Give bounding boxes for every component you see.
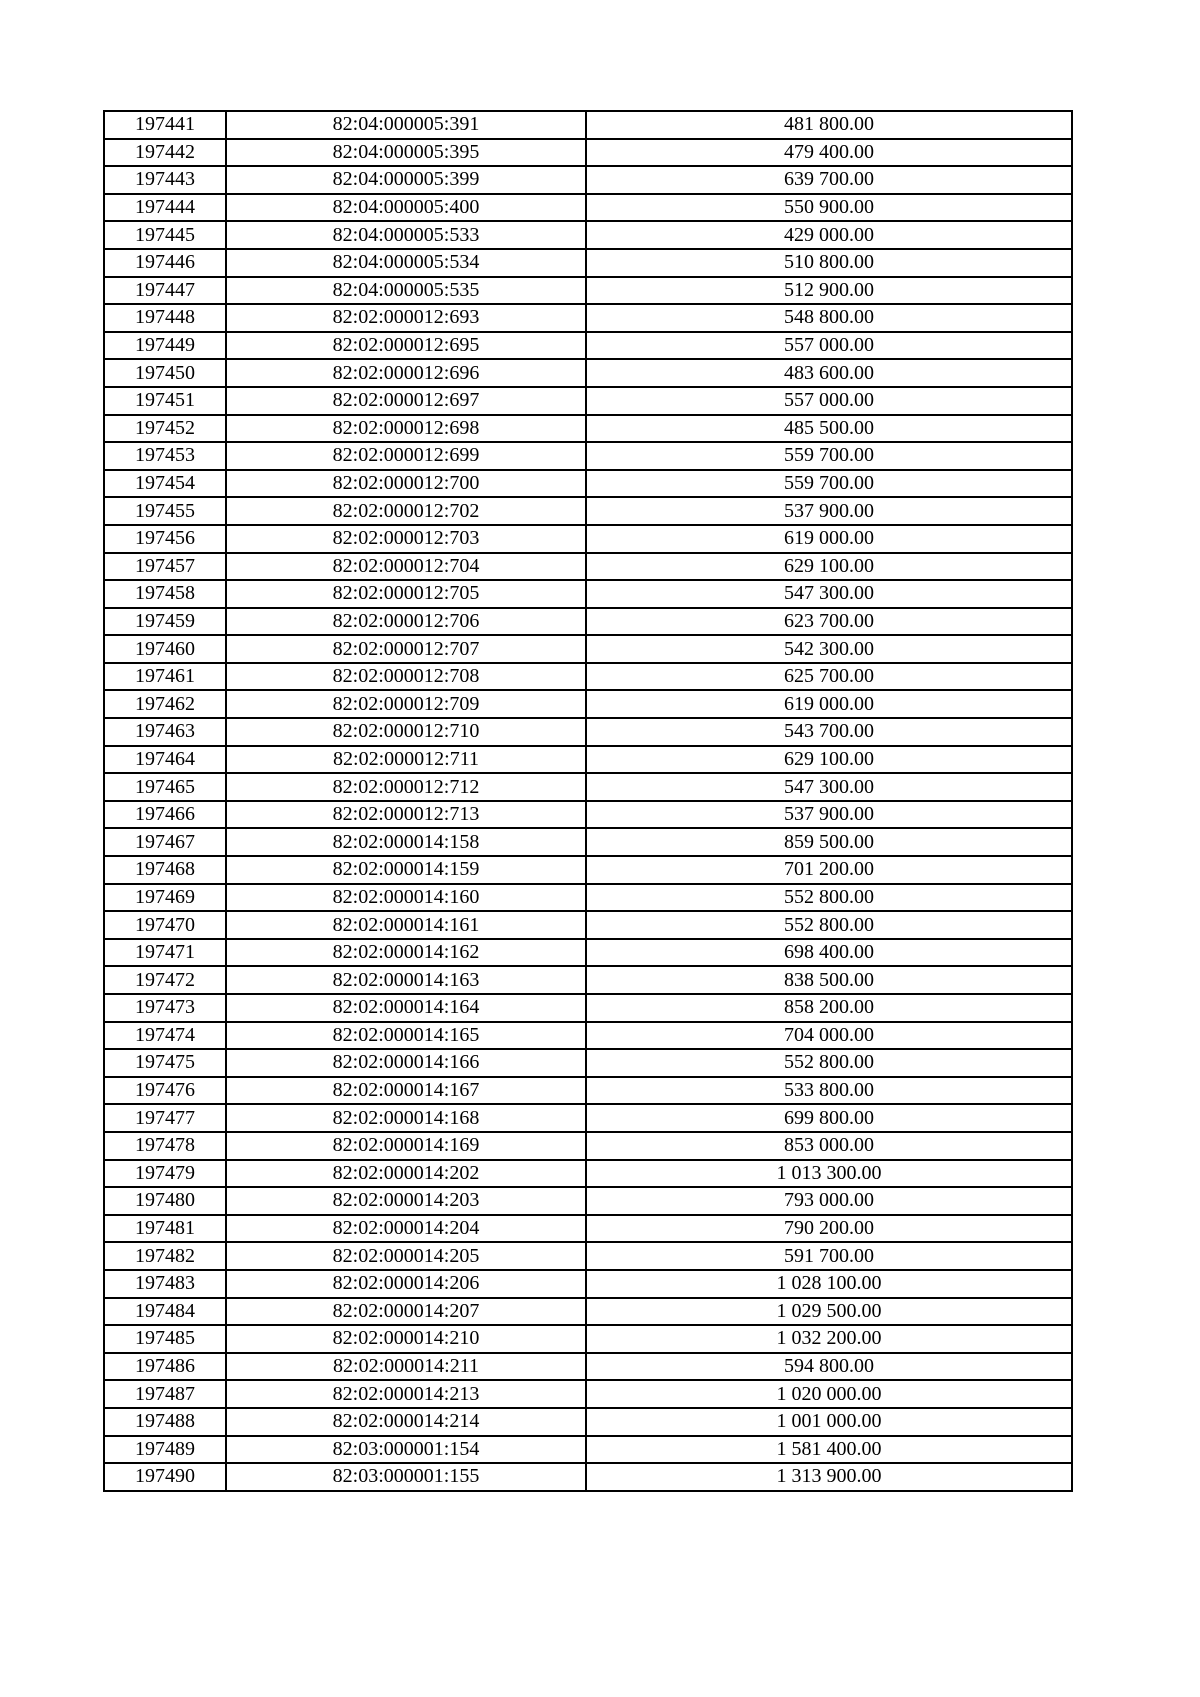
cadastral-value-cell: 838 500.00 <box>586 966 1072 994</box>
table-row <box>104 497 1072 525</box>
cadastral-number-cell: 82:04:000005:395 <box>226 139 586 167</box>
row-number-cell: 197447 <box>104 277 226 305</box>
table-row <box>104 221 1072 249</box>
row-number-cell: 197464 <box>104 746 226 774</box>
cadastral-value-cell: 859 500.00 <box>586 828 1072 856</box>
row-number-cell: 197489 <box>104 1436 226 1464</box>
cadastral-number-cell: 82:02:000014:211 <box>226 1353 586 1381</box>
cadastral-value-cell: 629 100.00 <box>586 553 1072 581</box>
table-row <box>104 773 1072 801</box>
row-number-cell: 197468 <box>104 856 226 884</box>
table-row <box>104 635 1072 663</box>
cadastral-number-cell: 82:03:000001:154 <box>226 1436 586 1464</box>
row-number-cell: 197487 <box>104 1380 226 1408</box>
cadastral-value-cell: 533 800.00 <box>586 1077 1072 1105</box>
table-row <box>104 884 1072 912</box>
row-number-cell: 197474 <box>104 1022 226 1050</box>
cadastral-value-cell: 552 800.00 <box>586 1049 1072 1077</box>
cadastral-number-cell: 82:02:000014:207 <box>226 1298 586 1326</box>
cadastral-number-cell: 82:02:000012:703 <box>226 525 586 553</box>
cadastral-number-cell: 82:04:000005:399 <box>226 166 586 194</box>
row-number-cell: 197453 <box>104 442 226 470</box>
cadastral-value-cell: 1 028 100.00 <box>586 1270 1072 1298</box>
table-row <box>104 1380 1072 1408</box>
cadastral-value-cell: 429 000.00 <box>586 221 1072 249</box>
cadastral-value-cell: 559 700.00 <box>586 442 1072 470</box>
cadastral-number-cell: 82:04:000005:391 <box>226 111 586 139</box>
cadastral-value-cell: 557 000.00 <box>586 387 1072 415</box>
cadastral-number-cell: 82:02:000014:203 <box>226 1187 586 1215</box>
row-number-cell: 197471 <box>104 939 226 967</box>
table-row <box>104 718 1072 746</box>
table-row <box>104 139 1072 167</box>
cadastral-number-cell: 82:02:000012:710 <box>226 718 586 746</box>
cadastral-value-cell: 704 000.00 <box>586 1022 1072 1050</box>
row-number-cell: 197460 <box>104 635 226 663</box>
cadastral-number-cell: 82:02:000012:699 <box>226 442 586 470</box>
table-row <box>104 415 1072 443</box>
row-number-cell: 197456 <box>104 525 226 553</box>
row-number-cell: 197445 <box>104 221 226 249</box>
table-row <box>104 1215 1072 1243</box>
row-number-cell: 197449 <box>104 332 226 360</box>
table-row <box>104 111 1072 139</box>
row-number-cell: 197457 <box>104 553 226 581</box>
cadastral-value-cell: 701 200.00 <box>586 856 1072 884</box>
cadastral-value-cell: 1 313 900.00 <box>586 1463 1072 1491</box>
cadastral-value-cell: 625 700.00 <box>586 663 1072 691</box>
row-number-cell: 197481 <box>104 1215 226 1243</box>
row-number-cell: 197442 <box>104 139 226 167</box>
cadastral-value-cell: 793 000.00 <box>586 1187 1072 1215</box>
table-row <box>104 387 1072 415</box>
cadastral-number-cell: 82:02:000014:168 <box>226 1104 586 1132</box>
table-row <box>104 1049 1072 1077</box>
table-row <box>104 1463 1072 1491</box>
table-row <box>104 690 1072 718</box>
cadastral-value-cell: 1 020 000.00 <box>586 1380 1072 1408</box>
table-row <box>104 608 1072 636</box>
cadastral-number-cell: 82:02:000014:158 <box>226 828 586 856</box>
cadastral-number-cell: 82:02:000012:698 <box>226 415 586 443</box>
cadastral-value-cell: 853 000.00 <box>586 1132 1072 1160</box>
table-row <box>104 359 1072 387</box>
table-row <box>104 1242 1072 1270</box>
cadastral-value-cell: 1 032 200.00 <box>586 1325 1072 1353</box>
cadastral-value-cell: 547 300.00 <box>586 580 1072 608</box>
table-row <box>104 332 1072 360</box>
cadastral-value-cell: 479 400.00 <box>586 139 1072 167</box>
row-number-cell: 197486 <box>104 1353 226 1381</box>
cadastral-value-cell: 629 100.00 <box>586 746 1072 774</box>
cadastral-number-cell: 82:02:000012:693 <box>226 304 586 332</box>
cadastral-value-cell: 557 000.00 <box>586 332 1072 360</box>
table-row <box>104 1270 1072 1298</box>
table-row <box>104 966 1072 994</box>
table-row <box>104 1187 1072 1215</box>
table-body <box>104 111 1072 1491</box>
row-number-cell: 197446 <box>104 249 226 277</box>
table-row <box>104 801 1072 829</box>
row-number-cell: 197452 <box>104 415 226 443</box>
row-number-cell: 197477 <box>104 1104 226 1132</box>
row-number-cell: 197488 <box>104 1408 226 1436</box>
row-number-cell: 197461 <box>104 663 226 691</box>
table-row <box>104 1408 1072 1436</box>
cadastral-number-cell: 82:02:000014:166 <box>226 1049 586 1077</box>
cadastral-value-cell: 552 800.00 <box>586 884 1072 912</box>
row-number-cell: 197441 <box>104 111 226 139</box>
row-number-cell: 197448 <box>104 304 226 332</box>
cadastral-value-cell: 543 700.00 <box>586 718 1072 746</box>
row-number-cell: 197484 <box>104 1298 226 1326</box>
cadastral-value-cell: 790 200.00 <box>586 1215 1072 1243</box>
table-row <box>104 1132 1072 1160</box>
table-row <box>104 1104 1072 1132</box>
cadastral-value-cell: 537 900.00 <box>586 801 1072 829</box>
cadastral-value-cell: 547 300.00 <box>586 773 1072 801</box>
cadastral-value-cell: 698 400.00 <box>586 939 1072 967</box>
cadastral-number-cell: 82:02:000012:697 <box>226 387 586 415</box>
cadastral-value-cell: 858 200.00 <box>586 994 1072 1022</box>
table-row <box>104 249 1072 277</box>
row-number-cell: 197465 <box>104 773 226 801</box>
row-number-cell: 197454 <box>104 470 226 498</box>
table-row <box>104 277 1072 305</box>
table-row <box>104 1160 1072 1188</box>
table-row <box>104 939 1072 967</box>
cadastral-number-cell: 82:02:000012:705 <box>226 580 586 608</box>
row-number-cell: 197444 <box>104 194 226 222</box>
cadastral-number-cell: 82:02:000012:702 <box>226 497 586 525</box>
cadastral-number-cell: 82:02:000014:213 <box>226 1380 586 1408</box>
cadastral-number-cell: 82:04:000005:535 <box>226 277 586 305</box>
cadastral-number-cell: 82:02:000012:711 <box>226 746 586 774</box>
row-number-cell: 197467 <box>104 828 226 856</box>
row-number-cell: 197485 <box>104 1325 226 1353</box>
table-row <box>104 525 1072 553</box>
row-number-cell: 197490 <box>104 1463 226 1491</box>
cadastral-number-cell: 82:02:000014:169 <box>226 1132 586 1160</box>
cadastral-value-cell: 1 001 000.00 <box>586 1408 1072 1436</box>
row-number-cell: 197480 <box>104 1187 226 1215</box>
cadastral-value-cell: 559 700.00 <box>586 470 1072 498</box>
cadastral-number-cell: 82:02:000014:205 <box>226 1242 586 1270</box>
cadastral-number-cell: 82:02:000012:696 <box>226 359 586 387</box>
table-row <box>104 1077 1072 1105</box>
row-number-cell: 197476 <box>104 1077 226 1105</box>
cadastral-number-cell: 82:02:000014:165 <box>226 1022 586 1050</box>
cadastral-number-cell: 82:02:000014:167 <box>226 1077 586 1105</box>
row-number-cell: 197482 <box>104 1242 226 1270</box>
row-number-cell: 197463 <box>104 718 226 746</box>
cadastral-value-cell: 1 029 500.00 <box>586 1298 1072 1326</box>
row-number-cell: 197450 <box>104 359 226 387</box>
cadastral-number-cell: 82:02:000014:214 <box>226 1408 586 1436</box>
cadastral-value-cell: 699 800.00 <box>586 1104 1072 1132</box>
cadastral-value-cell: 548 800.00 <box>586 304 1072 332</box>
row-number-cell: 197469 <box>104 884 226 912</box>
cadastral-value-cell: 619 000.00 <box>586 690 1072 718</box>
table-row <box>104 1436 1072 1464</box>
row-number-cell: 197443 <box>104 166 226 194</box>
table-row <box>104 994 1072 1022</box>
table-row <box>104 746 1072 774</box>
cadastral-value-cell: 510 800.00 <box>586 249 1072 277</box>
cadastral-number-cell: 82:02:000014:206 <box>226 1270 586 1298</box>
table-row <box>104 663 1072 691</box>
cadastral-number-cell: 82:03:000001:155 <box>226 1463 586 1491</box>
cadastral-value-table <box>103 110 1073 1492</box>
row-number-cell: 197462 <box>104 690 226 718</box>
cadastral-number-cell: 82:02:000014:202 <box>226 1160 586 1188</box>
cadastral-number-cell: 82:04:000005:534 <box>226 249 586 277</box>
cadastral-value-cell: 591 700.00 <box>586 1242 1072 1270</box>
table-row <box>104 828 1072 856</box>
cadastral-number-cell: 82:02:000012:708 <box>226 663 586 691</box>
table-row <box>104 194 1072 222</box>
cadastral-number-cell: 82:02:000012:707 <box>226 635 586 663</box>
cadastral-value-cell: 485 500.00 <box>586 415 1072 443</box>
cadastral-number-cell: 82:02:000012:709 <box>226 690 586 718</box>
cadastral-value-cell: 623 700.00 <box>586 608 1072 636</box>
cadastral-number-cell: 82:02:000014:210 <box>226 1325 586 1353</box>
table-row <box>104 580 1072 608</box>
cadastral-value-cell: 552 800.00 <box>586 911 1072 939</box>
cadastral-number-cell: 82:02:000012:713 <box>226 801 586 829</box>
cadastral-number-cell: 82:02:000012:700 <box>226 470 586 498</box>
cadastral-number-cell: 82:02:000012:704 <box>226 553 586 581</box>
cadastral-number-cell: 82:02:000012:712 <box>226 773 586 801</box>
table-row <box>104 1353 1072 1381</box>
cadastral-number-cell: 82:04:000005:400 <box>226 194 586 222</box>
cadastral-number-cell: 82:02:000014:160 <box>226 884 586 912</box>
row-number-cell: 197466 <box>104 801 226 829</box>
cadastral-number-cell: 82:02:000014:159 <box>226 856 586 884</box>
table-row <box>104 1325 1072 1353</box>
cadastral-value-cell: 512 900.00 <box>586 277 1072 305</box>
cadastral-value-cell: 542 300.00 <box>586 635 1072 663</box>
row-number-cell: 197459 <box>104 608 226 636</box>
row-number-cell: 197473 <box>104 994 226 1022</box>
table-row <box>104 1298 1072 1326</box>
cadastral-number-cell: 82:02:000012:706 <box>226 608 586 636</box>
cadastral-value-cell: 1 013 300.00 <box>586 1160 1072 1188</box>
cadastral-number-cell: 82:02:000014:162 <box>226 939 586 967</box>
cadastral-value-cell: 537 900.00 <box>586 497 1072 525</box>
table-row <box>104 166 1072 194</box>
row-number-cell: 197472 <box>104 966 226 994</box>
row-number-cell: 197475 <box>104 1049 226 1077</box>
cadastral-value-cell: 550 900.00 <box>586 194 1072 222</box>
table-row <box>104 911 1072 939</box>
cadastral-number-cell: 82:02:000014:163 <box>226 966 586 994</box>
cadastral-value-cell: 594 800.00 <box>586 1353 1072 1381</box>
row-number-cell: 197458 <box>104 580 226 608</box>
cadastral-value-cell: 483 600.00 <box>586 359 1072 387</box>
table-row <box>104 442 1072 470</box>
cadastral-number-cell: 82:02:000012:695 <box>226 332 586 360</box>
row-number-cell: 197478 <box>104 1132 226 1160</box>
table-row <box>104 856 1072 884</box>
cadastral-value-cell: 1 581 400.00 <box>586 1436 1072 1464</box>
table-row <box>104 1022 1072 1050</box>
cadastral-value-cell: 481 800.00 <box>586 111 1072 139</box>
row-number-cell: 197455 <box>104 497 226 525</box>
table-row <box>104 304 1072 332</box>
cadastral-number-cell: 82:02:000014:164 <box>226 994 586 1022</box>
cadastral-number-cell: 82:02:000014:204 <box>226 1215 586 1243</box>
table-row <box>104 470 1072 498</box>
row-number-cell: 197470 <box>104 911 226 939</box>
cadastral-value-cell: 619 000.00 <box>586 525 1072 553</box>
table-row <box>104 553 1072 581</box>
cadastral-value-cell: 639 700.00 <box>586 166 1072 194</box>
row-number-cell: 197451 <box>104 387 226 415</box>
cadastral-number-cell: 82:02:000014:161 <box>226 911 586 939</box>
row-number-cell: 197479 <box>104 1160 226 1188</box>
row-number-cell: 197483 <box>104 1270 226 1298</box>
cadastral-number-cell: 82:04:000005:533 <box>226 221 586 249</box>
